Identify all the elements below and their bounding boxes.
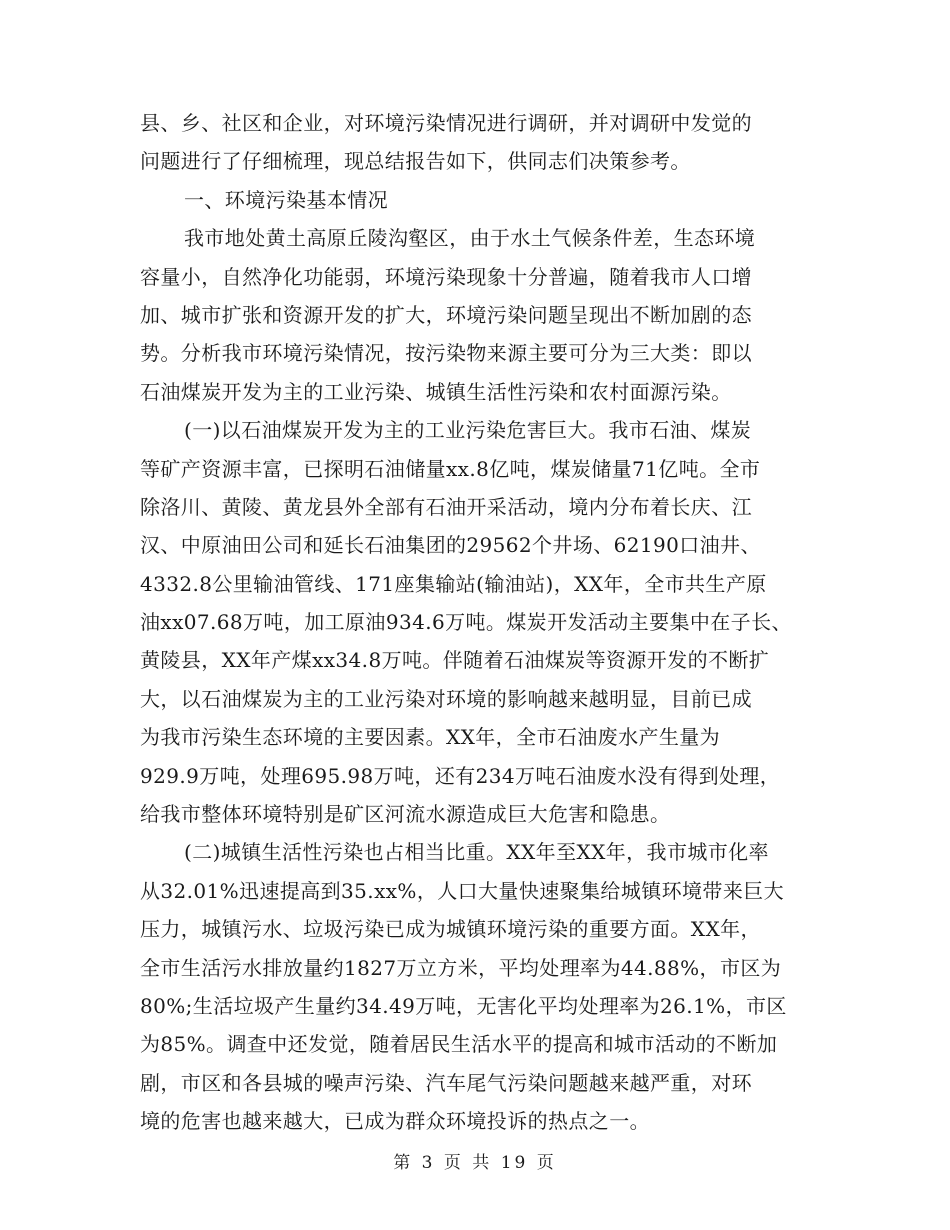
text-line: 4332.8公里输油管线、171座集输站(输油站)，XX年，全市共生产原 [140,571,767,596]
text-line: 从32.01%迅速提高到35.xx%，人口大量快速聚集给城镇环境带来巨大 [140,878,785,903]
text-line: 压力，城镇污水、垃圾污染已成为城镇环境污染的重要方面。XX年， [140,917,761,942]
text-line: 大，以石油煤炭为主的工业污染对环境的影响越来越明显，目前已成 [140,686,752,711]
text-line: 石油煤炭开发为主的工业污染、城镇生活性污染和农村面源污染。 [140,379,732,404]
text-line: 80%;生活垃圾产生量约34.49万吨，无害化平均处理率为26.1%，市区 [140,993,787,1018]
text-line: 929.9万吨，处理695.98万吨，还有234万吨石油废水没有得到处理， [140,763,781,788]
text-line: 剧，市区和各县城的噪声污染、汽车尾气污染问题越来越严重，对环 [140,1070,752,1095]
text-line: 汉、中原油田公司和延长石油集团的29562个井场、62190口油井、 [140,533,761,558]
text-line: 给我市整体环境特别是矿区河流水源造成巨大危害和隐患。 [140,802,671,827]
text-line: 为85%。调查中还发觉，随着居民生活水平的提高和城市活动的不断加 [140,1032,778,1057]
page-number-footer: 第 3 页 共 19 页 [393,1153,557,1173]
text-line: 为我市污染生态环境的主要因素。XX年，全市石油废水产生量为 [140,725,721,750]
text-line: 等矿产资源丰富，已探明石油储量xx.8亿吨，煤炭储量71亿吨。全市 [140,456,761,481]
text-line: 除洛川、黄陵、黄龙县外全部有石油开采活动，境内分布着长庆、江 [140,494,752,519]
text-line: 加、城市扩张和资源开发的扩大，环境污染问题呈现出不断加剧的态 [140,302,752,327]
text-line: 油xx07.68万吨，加工原油934.6万吨。煤炭开发活动主要集中在子长、 [140,610,792,635]
text-line: 容量小，自然净化功能弱，环境污染现象十分普遍，随着我市人口增 [140,264,752,289]
paragraph-start: (一)以石油煤炭开发为主的工业污染危害巨大。我市石油、煤炭 [184,418,752,443]
text-line: 黄陵县，XX年产煤xx34.8万吨。伴随着石油煤炭等资源开发的不断扩 [140,648,770,673]
text-line: 问题进行了仔细梳理，现总结报告如下，供同志们决策参考。 [140,149,691,174]
paragraph-start: 我市地处黄土高原丘陵沟壑区，由于水土气候条件差，生态环境 [184,226,756,251]
paragraph-start: (二)城镇生活性污染也占相当比重。XX年至XX年，我市城市化率 [184,840,769,865]
text-line: 县、乡、社区和企业，对环境污染情况进行调研，并对调研中发觉的 [140,111,752,135]
section-heading: 一、环境污染基本情况 [184,187,388,212]
text-line: 势。分析我市环境污染情况，按污染物来源主要可分为三大类：即以 [140,341,752,366]
text-line: 境的危害也越来越大，已成为群众环境投诉的热点之一。 [140,1109,650,1134]
document-body [140,104,820,1141]
text-line: 全市生活污水排放量约1827万立方米，平均处理率为44.88%，市区为 [140,955,782,980]
